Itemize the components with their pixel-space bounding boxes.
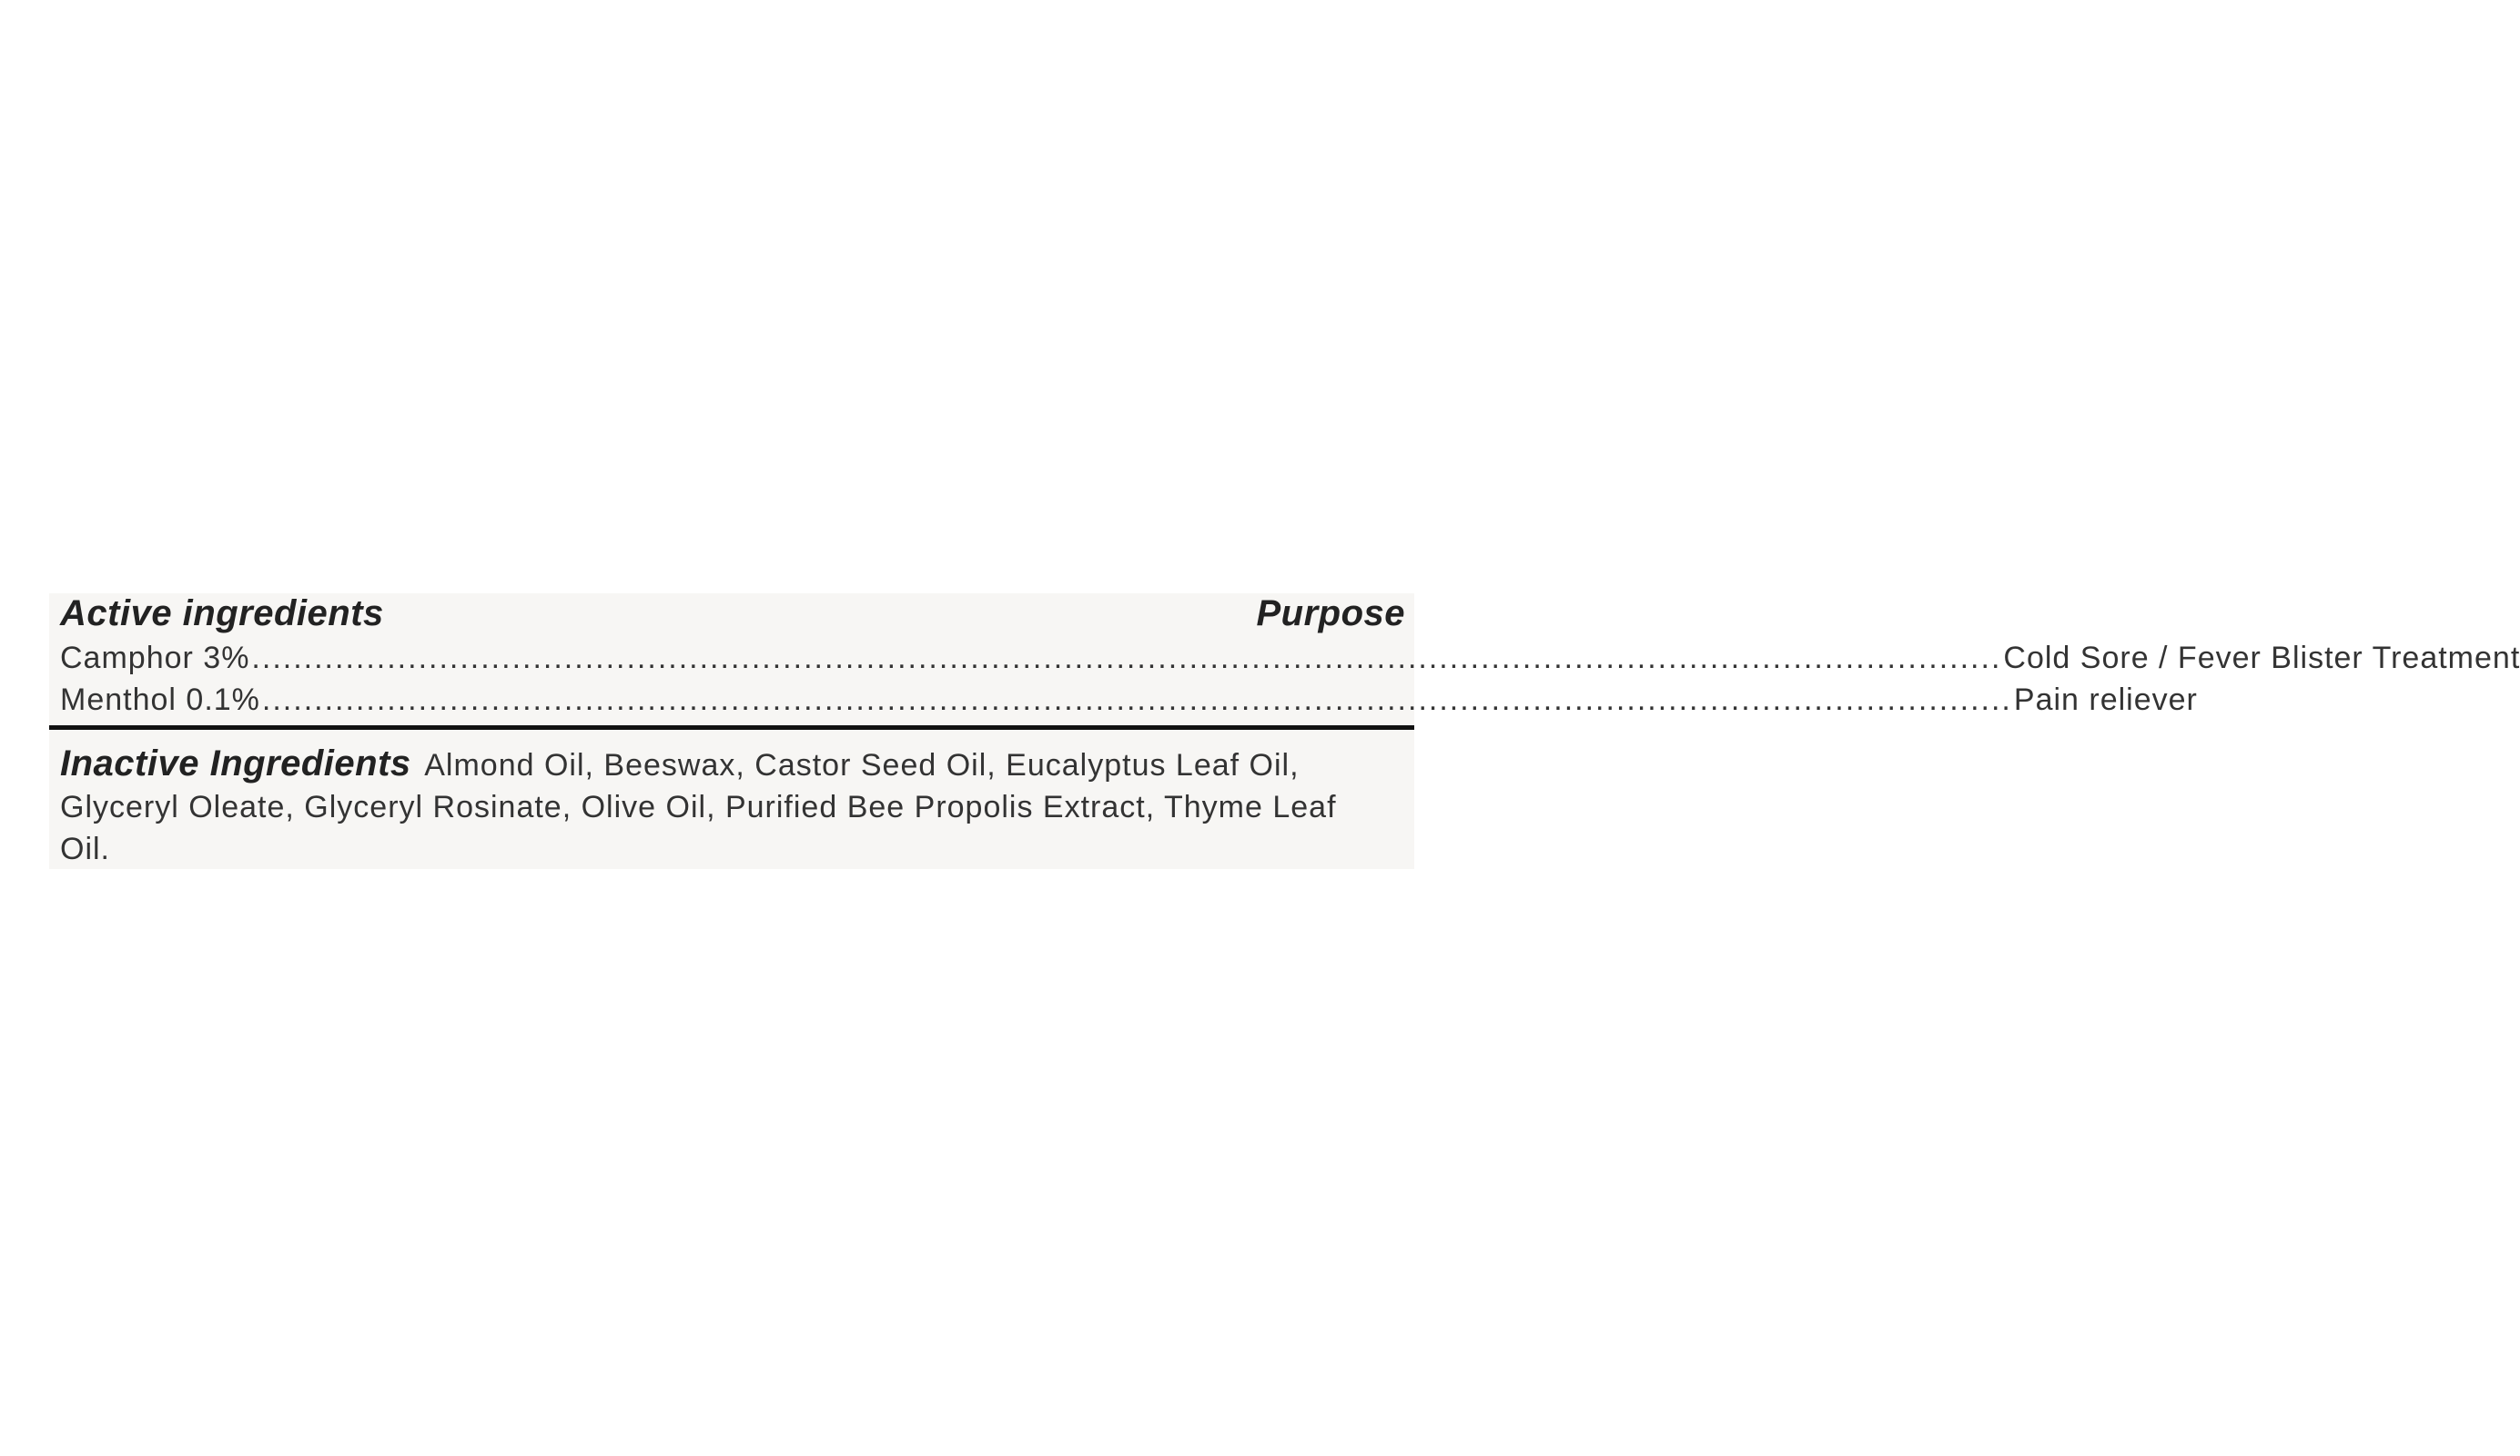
section-divider (49, 725, 1414, 730)
drug-facts-panel (49, 593, 2520, 869)
inactive-ingredients-list: Almond Oil, Beeswax, Castor Seed Oil, Eucalyptus Leaf Oil, Glyceryl Oleate, Glyceryl Rosinate, Olive Oil, Purified Bee Propolis Extract, Thyme Leaf Oil. (60, 748, 1337, 866)
ingredient-name: Menthol 0.1% (60, 682, 260, 717)
ingredient-name: Camphor 3% (60, 641, 250, 675)
active-ingredients-header (60, 593, 1405, 634)
active-ingredients-heading: Active ingredients (60, 593, 384, 633)
ingredient-purpose: Cold Sore / Fever Blister Treatment (2003, 641, 2520, 675)
inactive-ingredients-heading: Inactive Ingredients (60, 743, 411, 784)
dot-leader: ........................................................................................................................................................................ (251, 641, 2002, 675)
ingredient-purpose: Pain reliever (2013, 682, 2198, 717)
active-ingredient-row (60, 641, 2520, 676)
inactive-ingredients-section (60, 743, 1371, 870)
dot-leader: ........................................................................................................................................................................ (261, 682, 2012, 717)
active-ingredient-row (60, 682, 2198, 718)
purpose-heading: Purpose (1256, 593, 1405, 633)
